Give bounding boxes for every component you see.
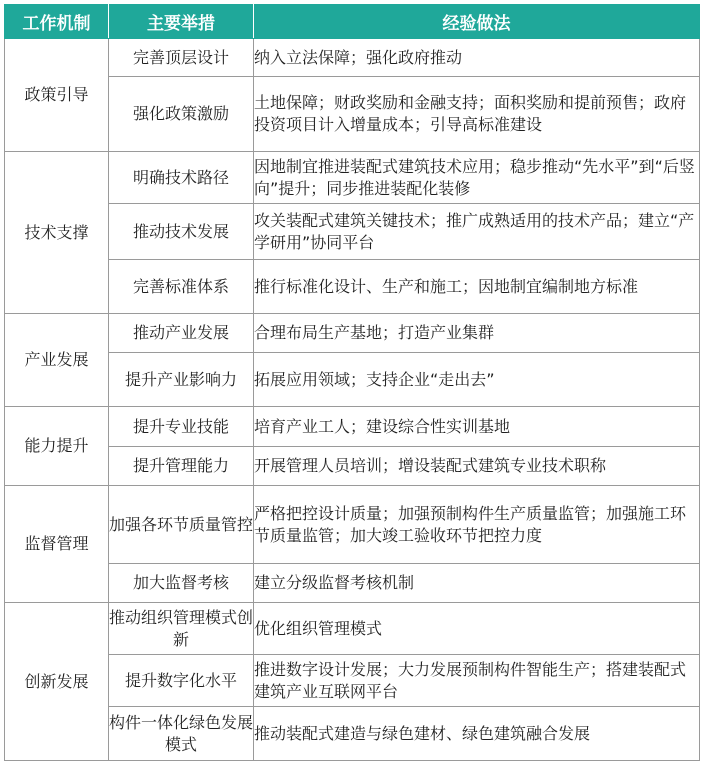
measure-cell: 提升产业影响力: [109, 353, 254, 407]
table-row: [5, 564, 700, 603]
table-row: [5, 407, 700, 447]
experience-cell: 攻关装配式建筑关键技术；推广成熟适用的技术产品；建立“产学研用”协同平台: [254, 204, 700, 260]
header-mechanism: 工作机制: [5, 5, 109, 39]
header-row: [5, 5, 700, 39]
experience-cell: 纳入立法保障；强化政府推动: [254, 39, 700, 77]
measure-cell: 明确技术路径: [109, 152, 254, 204]
experience-cell: 合理布局生产基地；打造产业集群: [254, 314, 700, 353]
experience-cell: 培育产业工人；建设综合性实训基地: [254, 407, 700, 447]
experience-cell: 严格把控设计质量；加强预制构件生产质量监管；加强施工环节质量监管；加大竣工验收环节把控力度: [254, 486, 700, 564]
table-row: [5, 707, 700, 761]
table-row: [5, 486, 700, 564]
measure-cell: 推动技术发展: [109, 204, 254, 260]
experience-cell: 开展管理人员培训；增设装配式建筑专业技术职称: [254, 447, 700, 486]
experience-cell: 推行标准化设计、生产和施工；因地制宜编制地方标准: [254, 260, 700, 314]
experience-cell: 建立分级监督考核机制: [254, 564, 700, 603]
table-row: [5, 314, 700, 353]
table-row: [5, 260, 700, 314]
measure-cell: 推动组织管理模式创新: [109, 603, 254, 655]
mechanism-cell: 能力提升: [5, 407, 109, 486]
measure-cell: 提升专业技能: [109, 407, 254, 447]
mechanism-cell: 创新发展: [5, 603, 109, 761]
experience-cell: 优化组织管理模式: [254, 603, 700, 655]
measure-cell: 完善顶层设计: [109, 39, 254, 77]
table-row: [5, 39, 700, 77]
measure-cell: 提升数字化水平: [109, 655, 254, 707]
experience-cell: 推进数字设计发展；大力发展预制构件智能生产；搭建装配式建筑产业互联网平台: [254, 655, 700, 707]
measure-cell: 构件一体化绿色发展模式: [109, 707, 254, 761]
experience-cell: 因地制宜推进装配式建筑技术应用；稳步推动“先水平”到“后竖向”提升；同步推进装配化装修: [254, 152, 700, 204]
measure-cell: 提升管理能力: [109, 447, 254, 486]
measure-cell: 推动产业发展: [109, 314, 254, 353]
measure-cell: 强化政策激励: [109, 77, 254, 152]
header-experience: 经验做法: [254, 5, 700, 39]
policy-table: [4, 4, 700, 761]
table-row: [5, 77, 700, 152]
mechanism-cell: 监督管理: [5, 486, 109, 603]
mechanism-cell: 产业发展: [5, 314, 109, 407]
experience-cell: 拓展应用领域；支持企业“走出去”: [254, 353, 700, 407]
table-row: [5, 152, 700, 204]
table-row: [5, 655, 700, 707]
table-row: [5, 204, 700, 260]
experience-cell: 推动装配式建造与绿色建材、绿色建筑融合发展: [254, 707, 700, 761]
table-row: [5, 603, 700, 655]
table-row: [5, 353, 700, 407]
mechanism-cell: 政策引导: [5, 39, 109, 152]
measure-cell: 完善标准体系: [109, 260, 254, 314]
experience-cell: 土地保障；财政奖励和金融支持；面积奖励和提前预售；政府投资项目计入增量成本；引导高标准建设: [254, 77, 700, 152]
header-measures: 主要举措: [109, 5, 254, 39]
table-row: [5, 447, 700, 486]
measure-cell: 加大监督考核: [109, 564, 254, 603]
measure-cell: 加强各环节质量管控: [109, 486, 254, 564]
mechanism-cell: 技术支撑: [5, 152, 109, 314]
